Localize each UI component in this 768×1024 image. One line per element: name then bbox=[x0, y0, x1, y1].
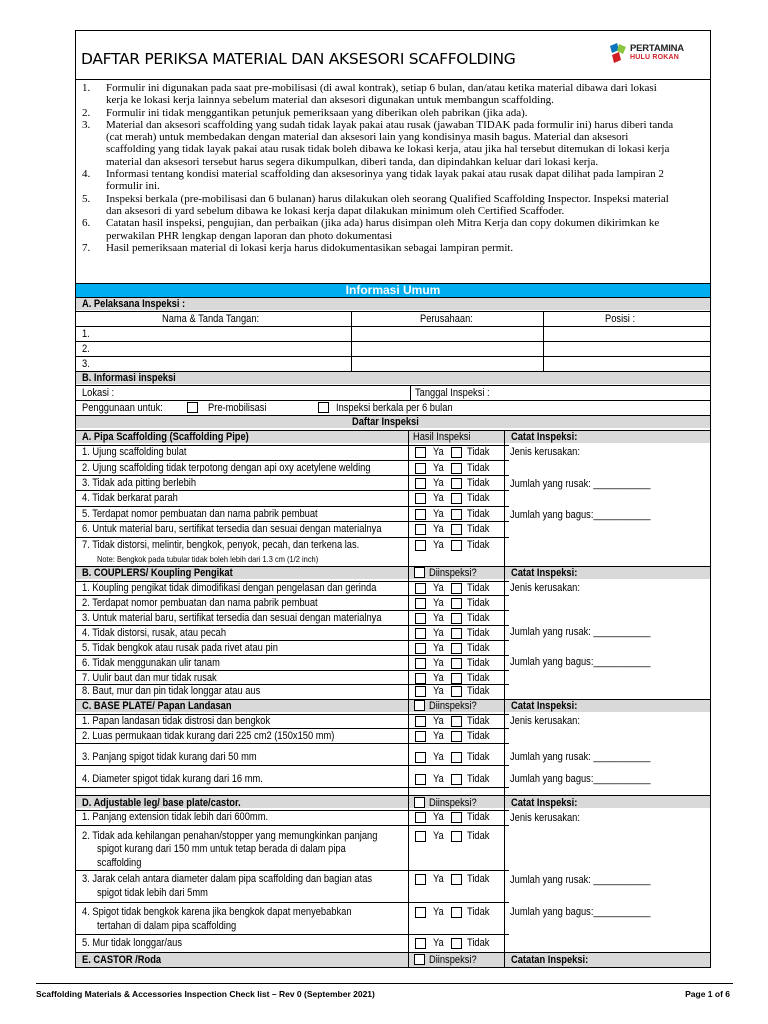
adjustable-tidak-label: Tidak bbox=[467, 937, 490, 949]
adjustable-item-4-cont: tertahan di dalam pipa scaffolding bbox=[97, 920, 237, 932]
pelaksana-row-1[interactable]: 1. bbox=[82, 328, 90, 340]
hasil-inspeksi: Hasil Inspeksi bbox=[413, 431, 471, 443]
premobilisasi-label: Pre-mobilisasi bbox=[208, 402, 267, 414]
adjustable-tidak-label: Tidak bbox=[467, 873, 490, 885]
couplers-item-label: 4. Tidak distorsi, rusak, atau pecah bbox=[82, 627, 227, 639]
couplers-item-label: 8. Baut, mur dan pin tidak longgar atau aus bbox=[82, 685, 261, 697]
couplers-ya-checkbox[interactable] bbox=[415, 583, 426, 594]
adjustable-item-label: 5. Mur tidak longgar/aus bbox=[82, 937, 183, 949]
pipa-item-label: 2. Ujung scaffolding tidak terpotong dengan api oxy acetylene welding bbox=[82, 462, 371, 474]
instruction-5: 5. Inspeksi berkala (pre-mobilisasi dan 6 bulanan) harus dilakukan oleh seorang Qualified Scaffolding Inspector. Inspeksi material dan aksesori di yard sebelum dibawa ke lokasi kerja dapat dilakukan minimum oleh Certified Scaffoder. bbox=[82, 192, 669, 217]
couplers-tidak-checkbox[interactable] bbox=[451, 613, 462, 624]
footer-doc-id: Scaffolding Materials & Accessories Inspection Check list – Rev 0 (September 2021) bbox=[36, 989, 375, 999]
baseplate-item-label: 4. Diameter spigot tidak kurang dari 16 mm. bbox=[82, 773, 263, 785]
section-couplers-title: B. COUPLERS/ Koupling Pengikat bbox=[82, 567, 233, 579]
pipa-ya-label: Ya bbox=[433, 492, 444, 504]
pipa-ya-checkbox[interactable] bbox=[415, 447, 426, 458]
instruction-3: 3. Material dan aksesori scaffolding yang sudah tidak layak pakai atau rusak (jawaban TIDAK pada formulir ini) harus diberi tanda (cat merah) untuk membedakan dengan material dan aksesori lain yang kondisinya masih bagus. Material dan aksesori scaffolding yang tidak layak pakai atau rusak tidak boleh dibawa ke lokasi kerja, atau jika hal tersebut ditemukan di lokasi kerja material dan aksesori tersebut harus segera dikumpulkan, diberi tanda, dan dipindahkan keluar dari lokasi kerja. bbox=[82, 118, 674, 168]
baseplate-jenis: Jenis kerusakan: bbox=[510, 715, 580, 727]
baseplate-item-label: 1. Papan landasan tidak distrosi dan bengkok bbox=[82, 715, 271, 727]
pipa-jenis: Jenis kerusakan: bbox=[510, 446, 580, 458]
adjustable-tidak-checkbox[interactable] bbox=[451, 812, 462, 823]
couplers-item-label: 6. Tidak menggunakan ulir tanam bbox=[82, 657, 220, 669]
col-nama: Nama & Tanda Tangan: bbox=[162, 313, 260, 325]
page-title: DAFTAR PERIKSA MATERIAL DAN AKSESORI SCAFFOLDING bbox=[81, 50, 516, 68]
section-b-info-title: B. Informasi inspeksi bbox=[82, 372, 176, 384]
adjustable-ya-checkbox[interactable] bbox=[415, 831, 426, 842]
couplers-tidak-label: Tidak bbox=[467, 582, 490, 594]
adjustable-tidak-label: Tidak bbox=[467, 906, 490, 918]
section-a-title: A. Pelaksana Inspeksi : bbox=[82, 298, 186, 310]
logo-text-1: PERTAMINA bbox=[630, 43, 684, 54]
baseplate-item-label: 3. Panjang spigot tidak kurang dari 50 mm bbox=[82, 751, 257, 763]
pipa-tidak-checkbox[interactable] bbox=[451, 540, 462, 551]
pipa-ya-label: Ya bbox=[433, 462, 444, 474]
adjustable-tidak-checkbox[interactable] bbox=[451, 907, 462, 918]
couplers-diinspeksi-checkbox[interactable] bbox=[414, 567, 425, 578]
couplers-tidak-label: Tidak bbox=[467, 597, 490, 609]
section-castor-header bbox=[76, 952, 710, 967]
baseplate-ya-checkbox[interactable] bbox=[415, 752, 426, 763]
couplers-ya-label: Ya bbox=[433, 597, 444, 609]
couplers-tidak-checkbox[interactable] bbox=[451, 673, 462, 684]
couplers-tidak-checkbox[interactable] bbox=[451, 643, 462, 654]
baseplate-ya-checkbox[interactable] bbox=[415, 716, 426, 727]
adjustable-tidak-label: Tidak bbox=[467, 811, 490, 823]
adjustable-ya-label: Ya bbox=[433, 937, 444, 949]
pipa-ya-checkbox[interactable] bbox=[415, 509, 426, 520]
pipa-ya-checkbox[interactable] bbox=[415, 540, 426, 551]
couplers-rusak[interactable]: Jumlah yang rusak: ___________ bbox=[510, 626, 651, 638]
couplers-tidak-checkbox[interactable] bbox=[451, 583, 462, 594]
adjustable-item-label: 3. Jarak celah antara diameter dalam pipa scaffolding dan bagian atas bbox=[82, 873, 373, 885]
couplers-tidak-checkbox[interactable] bbox=[451, 628, 462, 639]
couplers-ya-label: Ya bbox=[433, 672, 444, 684]
couplers-tidak-checkbox[interactable] bbox=[451, 598, 462, 609]
baseplate-tidak-label: Tidak bbox=[467, 715, 490, 727]
adjustable-ya-checkbox[interactable] bbox=[415, 907, 426, 918]
instruction-7: 7. Hasil pemeriksaan material di lokasi kerja harus didokumentasikan sebagai lampiran permit. bbox=[82, 241, 514, 254]
pipa-item-label: 4. Tidak berkarat parah bbox=[82, 492, 178, 504]
adjustable-item-label: 1. Panjang extension tidak lebih dari 600mm. bbox=[82, 811, 269, 823]
pipa-tidak-label: Tidak bbox=[467, 477, 490, 489]
baseplate-bagus[interactable]: Jumlah yang bagus:___________ bbox=[510, 773, 651, 785]
couplers-ya-checkbox[interactable] bbox=[415, 628, 426, 639]
couplers-tidak-label: Tidak bbox=[467, 657, 490, 669]
footer-page: Page 1 of 6 bbox=[685, 989, 730, 999]
instruction-4: 4. Informasi tentang kondisi material scaffolding dan aksesorinya yang tidak layak pakai atau rusak dapat dilihat pada lampiran 2 formulir ini. bbox=[82, 168, 664, 193]
pelaksana-row-3[interactable]: 3. bbox=[82, 358, 90, 370]
baseplate-ya-checkbox[interactable] bbox=[415, 731, 426, 742]
couplers-item-label: 5. Tidak bengkok atau rusak pada rivet atau pin bbox=[82, 642, 278, 654]
info-umum-heading: Informasi Umum bbox=[76, 284, 710, 297]
baseplate-diinspeksi: Diinspeksi? bbox=[429, 700, 477, 712]
couplers-tidak-label: Tidak bbox=[467, 685, 490, 697]
tanggal-label[interactable]: Tanggal Inspeksi : bbox=[415, 387, 490, 399]
baseplate-tidak-checkbox[interactable] bbox=[451, 731, 462, 742]
couplers-item-label: 2. Terdapat nomor pembuatan dan nama pabrik pembuat bbox=[82, 597, 318, 609]
adjustable-ya-checkbox[interactable] bbox=[415, 812, 426, 823]
pipa-note: Note: Bengkok pada tubular tidak boleh lebih dari 1.3 cm (1/2 inch) bbox=[97, 554, 319, 564]
castor-diinspeksi: Diinspeksi? bbox=[429, 954, 477, 966]
footer bbox=[36, 983, 733, 999]
couplers-tidak-label: Tidak bbox=[467, 672, 490, 684]
baseplate-tidak-label: Tidak bbox=[467, 730, 490, 742]
baseplate-ya-label: Ya bbox=[433, 773, 444, 785]
pipa-ya-label: Ya bbox=[433, 539, 444, 551]
col-posisi: Posisi : bbox=[605, 313, 636, 325]
castor-diinspeksi-checkbox[interactable] bbox=[414, 954, 425, 965]
berkala-label: Inspeksi berkala per 6 bulan bbox=[336, 402, 453, 414]
berkala-checkbox[interactable] bbox=[318, 402, 329, 413]
pipa-tidak-checkbox[interactable] bbox=[451, 493, 462, 504]
baseplate-tidak-checkbox[interactable] bbox=[451, 774, 462, 785]
adjustable-ya-label: Ya bbox=[433, 906, 444, 918]
adjustable-tidak-checkbox[interactable] bbox=[451, 874, 462, 885]
pipa-tidak-checkbox[interactable] bbox=[451, 463, 462, 474]
couplers-ya-label: Ya bbox=[433, 657, 444, 669]
pipa-rusak[interactable]: Jumlah yang rusak: ___________ bbox=[510, 478, 651, 490]
pipa-item-label: 5. Terdapat nomor pembuatan dan nama pabrik pembuat bbox=[82, 508, 318, 520]
adjustable-item-label: 2. Tidak ada kehilangan penahan/stopper yang memungkinkan panjang bbox=[82, 830, 378, 842]
couplers-tidak-label: Tidak bbox=[467, 642, 490, 654]
couplers-tidak-checkbox[interactable] bbox=[451, 658, 462, 669]
couplers-ya-label: Ya bbox=[433, 642, 444, 654]
section-pipa-title: A. Pipa Scaffolding (Scaffolding Pipe) bbox=[82, 431, 249, 443]
penggunaan-label: Penggunaan untuk: bbox=[82, 402, 163, 414]
couplers-diinspeksi: Diinspeksi? bbox=[429, 567, 477, 579]
couplers-ya-checkbox[interactable] bbox=[415, 673, 426, 684]
baseplate-ya-label: Ya bbox=[433, 751, 444, 763]
pipa-tidak-label: Tidak bbox=[467, 446, 490, 458]
premobilisasi-checkbox[interactable] bbox=[187, 402, 198, 413]
pipa-tidak-label: Tidak bbox=[467, 539, 490, 551]
adjustable-ya-label: Ya bbox=[433, 873, 444, 885]
adjustable-ya-checkbox[interactable] bbox=[415, 874, 426, 885]
daftar-title: Daftar Inspeksi bbox=[352, 416, 419, 428]
baseplate-item-label: 2. Luas permukaan tidak kurang dari 225 cm2 (150x150 mm) bbox=[82, 730, 335, 742]
pipa-tidak-label: Tidak bbox=[467, 492, 490, 504]
pipa-ya-checkbox[interactable] bbox=[415, 493, 426, 504]
adjustable-diinspeksi-checkbox[interactable] bbox=[414, 797, 425, 808]
couplers-ya-checkbox[interactable] bbox=[415, 686, 426, 697]
baseplate-ya-checkbox[interactable] bbox=[415, 774, 426, 785]
couplers-ya-label: Ya bbox=[433, 582, 444, 594]
baseplate-ya-label: Ya bbox=[433, 730, 444, 742]
couplers-ya-checkbox[interactable] bbox=[415, 643, 426, 654]
couplers-item-label: 1. Koupling pengikat tidak dimodifikasi dengan pengelasan dan gerinda bbox=[82, 582, 377, 594]
couplers-ya-checkbox[interactable] bbox=[415, 658, 426, 669]
adjustable-tidak-checkbox[interactable] bbox=[451, 938, 462, 949]
pipa-item-label: 3. Tidak ada pitting berlebih bbox=[82, 477, 197, 489]
pipa-tidak-checkbox[interactable] bbox=[451, 509, 462, 520]
baseplate-ya-label: Ya bbox=[433, 715, 444, 727]
instruction-6: 6. Catatan hasil inspeksi, pengujian, dan perbaikan (jika ada) harus disimpan oleh Mitra Kerja dan copy dokumen dikirimkan ke perwakilan PHR lengkap dengan laporan dan photo dokumentasi bbox=[82, 217, 660, 242]
pipa-ya-label: Ya bbox=[433, 523, 444, 535]
couplers-bagus[interactable]: Jumlah yang bagus:___________ bbox=[510, 656, 651, 668]
baseplate-tidak-checkbox[interactable] bbox=[451, 716, 462, 727]
col-perusahaan: Perusahaan: bbox=[420, 313, 473, 325]
pipa-tidak-label: Tidak bbox=[467, 462, 490, 474]
adjustable-tidak-label: Tidak bbox=[467, 830, 490, 842]
couplers-item-label: 3. Untuk material baru, sertifikat tersedia dan sesuai dengan materialnya bbox=[82, 612, 382, 624]
lokasi-label[interactable]: Lokasi : bbox=[82, 387, 115, 399]
instruction-1: 1. Formulir ini digunakan pada saat pre-mobilisasi (di awal kontrak), setiap 6 bulan, dan/atau ketika material dibawa dari lokasi kerja ke lokasi kerja lainnya sebelum material dan aksesori digunakan untuk membangun scaffolding. bbox=[82, 82, 657, 107]
adjustable-item-2-cont-b: scaffolding bbox=[97, 857, 142, 869]
pipa-tidak-checkbox[interactable] bbox=[451, 478, 462, 489]
catat-inspeksi-d: Catat Inspeksi: bbox=[511, 797, 578, 809]
adjustable-bagus[interactable]: Jumlah yang bagus:___________ bbox=[510, 906, 651, 918]
adjustable-ya-label: Ya bbox=[433, 811, 444, 823]
couplers-item-label: 7. Uulir baut dan mur tidak rusak bbox=[82, 672, 217, 684]
adjustable-item-label: 4. Spigot tidak bengkok karena jika bengkok dapat menyebabkan bbox=[82, 906, 352, 918]
pipa-tidak-checkbox[interactable] bbox=[451, 447, 462, 458]
couplers-tidak-checkbox[interactable] bbox=[451, 686, 462, 697]
couplers-ya-label: Ya bbox=[433, 627, 444, 639]
couplers-ya-checkbox[interactable] bbox=[415, 613, 426, 624]
section-castor-title: E. CASTOR /Roda bbox=[82, 954, 162, 966]
catat-inspeksi-a: Catat Inspeksi: bbox=[511, 431, 578, 443]
adjustable-jenis: Jenis kerusakan: bbox=[510, 812, 580, 824]
pipa-bagus[interactable]: Jumlah yang bagus:___________ bbox=[510, 509, 651, 521]
pipa-ya-checkbox[interactable] bbox=[415, 524, 426, 535]
section-baseplate-title: C. BASE PLATE/ Papan Landasan bbox=[82, 700, 232, 712]
adjustable-item-2-cont-a: spigot kurang dari 150 mm untuk tetap berada di dalam pipa bbox=[97, 843, 346, 855]
pipa-item-label: 6. Untuk material baru, sertifikat tersedia dan sesuai dengan materialnya bbox=[82, 523, 382, 535]
adjustable-ya-checkbox[interactable] bbox=[415, 938, 426, 949]
pertamina-logo-icon bbox=[608, 42, 628, 64]
baseplate-tidak-checkbox[interactable] bbox=[451, 752, 462, 763]
pipa-item-label: 7. Tidak distorsi, melintir, bengkok, penyok, pecah, dan terkena las. bbox=[82, 539, 360, 551]
adjustable-tidak-checkbox[interactable] bbox=[451, 831, 462, 842]
adjustable-diinspeksi: Diinspeksi? bbox=[429, 797, 477, 809]
pipa-tidak-checkbox[interactable] bbox=[451, 524, 462, 535]
instruction-2: 2. Formulir ini tidak menggantikan petunjuk pemeriksaan yang diberikan oleh pabrikan (jika ada). bbox=[82, 106, 528, 119]
section-adjustable-title: D. Adjustable leg/ base plate/castor. bbox=[82, 797, 241, 809]
adjustable-rusak[interactable]: Jumlah yang rusak: ___________ bbox=[510, 874, 651, 886]
couplers-tidak-label: Tidak bbox=[467, 612, 490, 624]
couplers-ya-label: Ya bbox=[433, 612, 444, 624]
catatan-inspeksi-e: Catatan Inspeksi: bbox=[511, 954, 589, 966]
couplers-jenis: Jenis kerusakan: bbox=[510, 582, 580, 594]
baseplate-rusak[interactable]: Jumlah yang rusak: ___________ bbox=[510, 751, 651, 763]
couplers-ya-label: Ya bbox=[433, 685, 444, 697]
pipa-ya-label: Ya bbox=[433, 508, 444, 520]
catat-inspeksi-c: Catat Inspeksi: bbox=[511, 700, 578, 712]
pipa-ya-label: Ya bbox=[433, 446, 444, 458]
adjustable-ya-label: Ya bbox=[433, 830, 444, 842]
baseplate-tidak-label: Tidak bbox=[467, 751, 490, 763]
logo-text-2: HULU ROKAN bbox=[630, 54, 680, 61]
baseplate-diinspeksi-checkbox[interactable] bbox=[414, 700, 425, 711]
pipa-tidak-label: Tidak bbox=[467, 508, 490, 520]
instructions bbox=[80, 82, 708, 254]
pipa-item-label: 1. Ujung scaffolding bulat bbox=[82, 446, 187, 458]
couplers-ya-checkbox[interactable] bbox=[415, 598, 426, 609]
pipa-ya-label: Ya bbox=[433, 477, 444, 489]
adjustable-item-3-cont: spigot tidak lebih dari 5mm bbox=[97, 887, 208, 899]
pelaksana-row-2[interactable]: 2. bbox=[82, 343, 90, 355]
pipa-ya-checkbox[interactable] bbox=[415, 463, 426, 474]
couplers-tidak-label: Tidak bbox=[467, 627, 490, 639]
pipa-ya-checkbox[interactable] bbox=[415, 478, 426, 489]
pipa-tidak-label: Tidak bbox=[467, 523, 490, 535]
catat-inspeksi-b: Catat Inspeksi: bbox=[511, 567, 578, 579]
baseplate-tidak-label: Tidak bbox=[467, 773, 490, 785]
pertamina-logo bbox=[608, 42, 708, 70]
